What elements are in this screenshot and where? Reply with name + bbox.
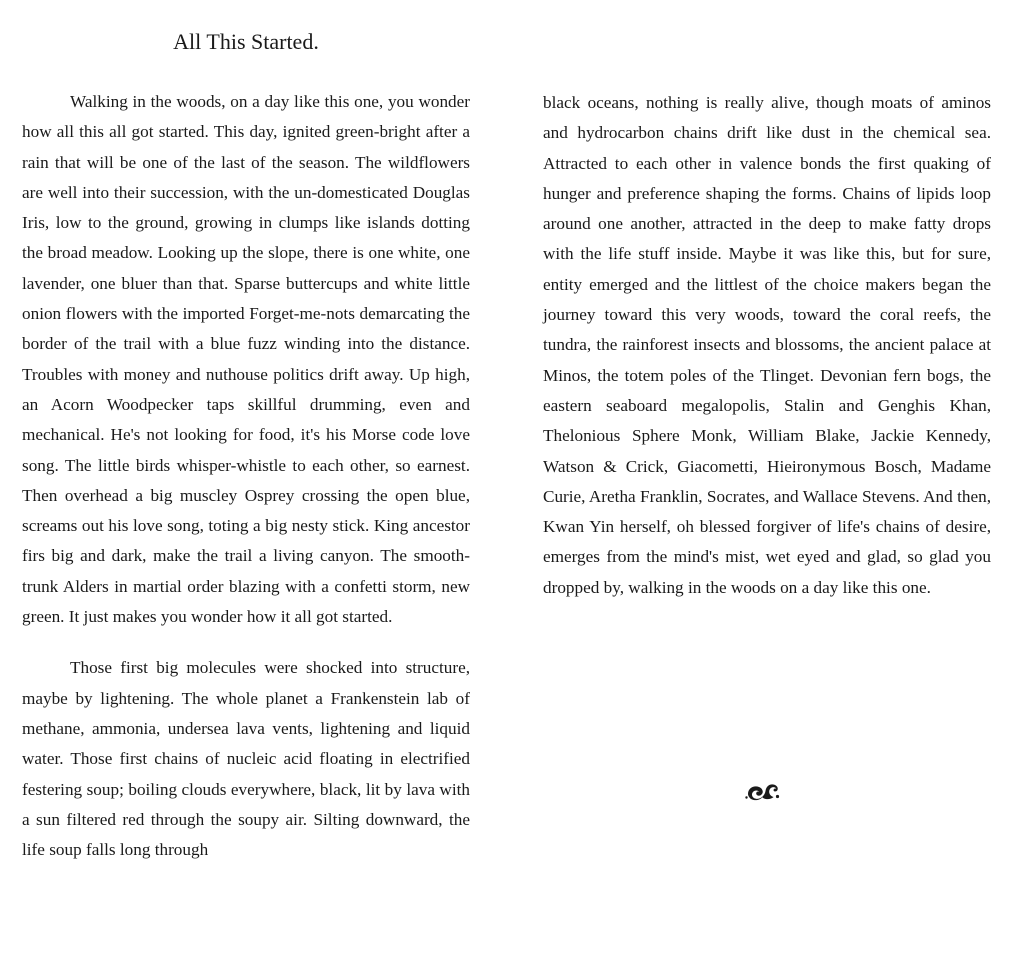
paragraph-continued: black oceans, nothing is really alive, though moats of aminos and hydrocarbon chains drift like dust in the chemical sea. Attracted to each other in valence bonds the first quaking of hunger and preference shaping the forms. Chains of lipids loop around one another, attracted in the deep to make fatty drops with the life stuff inside. Maybe it was like this, but for sure, entity emerged and the littlest of the choice makers began the journey toward this very woods, toward the coral reefs, the tundra, the rainforest insects and blossoms, the ancient palace at Minos, the totem poles of the Tlinget. Devonian fern bogs, the eastern seaboard megalopolis, Stalin and Genghis Khan, Thelonious Sphere Monk, William Blake, Jackie Kennedy, Watson & Crick, Giacometti, Hieironymous Bosch, Madame Curie, Aretha Franklin, Socrates, and Wallace Stevens. And then, Kwan Yin herself, oh blessed forgiver of life's chains of desire, emerges from the mind's mist, wet eyed and glad, so glad you dropped by, walking in the woods on a day like this one. [543,93,991,597]
left-column [22,87,470,865]
fleuron-ornament-icon [740,770,784,814]
right-column [543,88,991,603]
paragraph-first-molecules: Those first big molecules were shocked into structure, maybe by lightening. The whole planet a Frankenstein lab of methane, ammonia, undersea lava vents, lightening and liquid water. Those first chains of nucleic acid floating in electrified festering soup; boiling clouds everywhere, black, lit by lava with a sun filtered red through the soupy air. Silting downward, the life soup falls long through [22,658,470,860]
paragraph-woods-walk: Walking in the woods, on a day like this one, you wonder how all this all got started. This day, ignited green-bright after a rain that will be one of the last of the season. The wildflowers are well into their succession, with the un-domesticated Douglas Iris, low to the ground, growing in clumps like islands dotting the broad meadow. Looking up the slope, there is one white, one lavender, one bluer than that. Sparse buttercups and white little onion flowers with the imported Forget-me-nots demarcating the border of the trail with a blue fuzz winding into the distance. Troubles with money and nuthouse politics drift away. Up high, an Acorn Woodpecker taps skillful drumming, even and mechanical. He's not looking for food, it's his Morse code love song. The little birds whisper-whistle to each other, so earnest. Then overhead a big muscley Osprey crossing the open blue, screams out his love song, toting a big nesty stick. King ancestor firs big and dark, make the trail a living canyon. The smooth-trunk Alders in martial order blazing with a confetti storm, new green. It just makes you wonder how it all got started. [22,92,470,627]
page-title: All This Started. [173,29,319,54]
